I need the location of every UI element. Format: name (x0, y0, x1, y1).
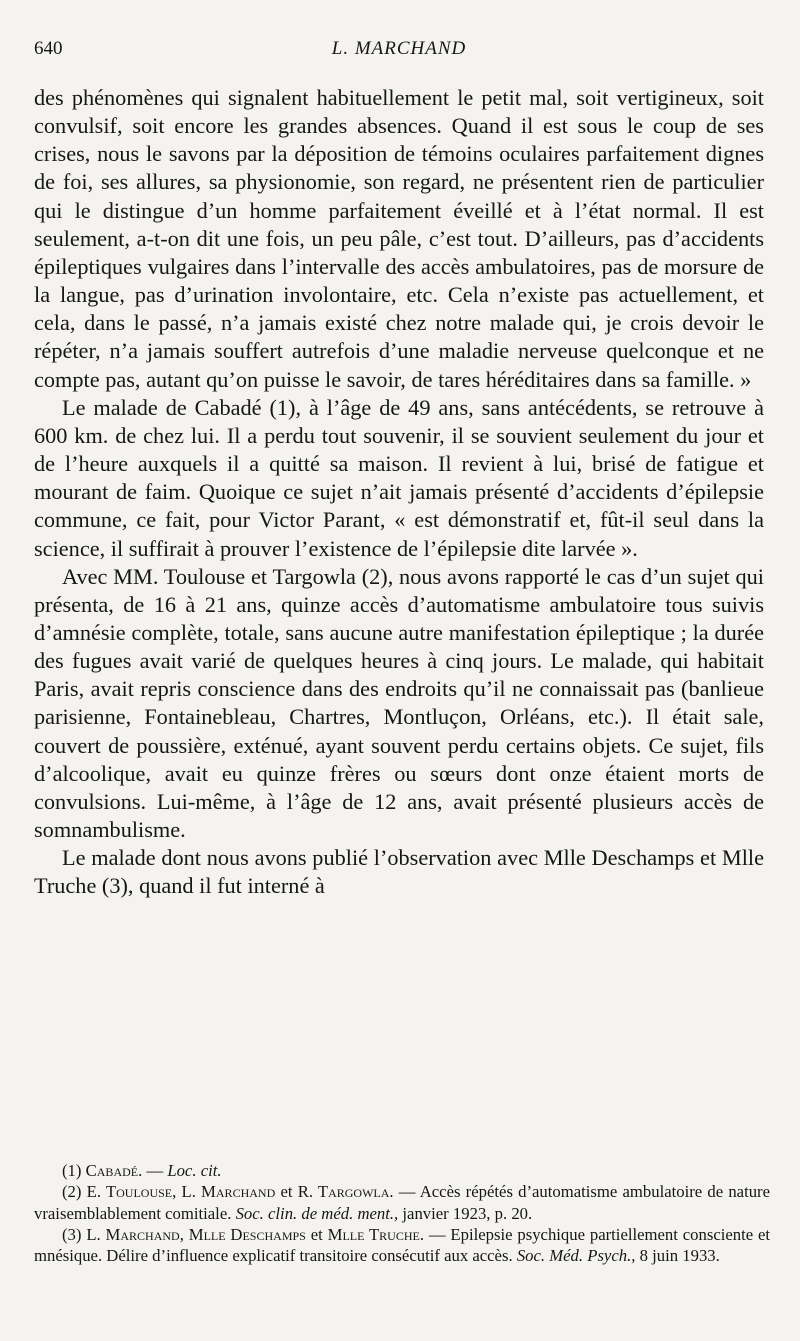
paragraph-cabade-case: Le malade de Cabadé (1), à l’âge de 49 ans, sans antécédents, se retrouve à 600 km. de chez lui. Il a perdu tout souvenir, il se souvient seulement du jour et de l’heure auxquels il a quitté sa maison. Il revient à lui, brisé de fatigue et mourant de faim. Quoique ce sujet n’ait jamais présenté d’accidents d’épilepsie commune, ce fait, pour Victor Parant, « est démonstratif et, fût-il seul dans la science, il suffirait à prouver l’existence de l’épilepsie dite larvée ». (34, 394, 764, 561)
footnote-mark: (2) (62, 1182, 82, 1202)
footnote-mark: (1) (62, 1161, 82, 1180)
footnote-author: E. Toulouse, (86, 1182, 177, 1202)
footnote-2 (34, 1181, 770, 1224)
paragraph-toulouse-targowla-case: Avec MM. Toulouse et Targowla (2), nous avons rapporté le cas d’un sujet qui présenta, de 16 à 21 ans, quinze accès d’automatisme ambulatoire tous suivis d’amnésie complète, totale, sans aucune autre manifestation épileptique ; la durée des fugues avait varié de quelques heures à cinq jours. Le malade, qui habitait Paris, avait repris conscience dans des endroits qu’il ne connaissait pas (banlieue parisienne, Fontainebleau, Chartres, Montluçon, Orléans, etc.). Il était sale, couvert de poussière, exténué, ayant souvent perdu certains objets. Ce sujet, fils d’alcoolique, avait eu quinze frères ou sœurs dont onze étaient morts de convulsions. Lui-même, à l’âge de 12 ans, avait présenté plusieurs accès de somnambulisme. (34, 563, 764, 843)
running-title: L. MARCHAND (331, 38, 467, 59)
paragraph-deschamps-truche-case: Le malade dont nous avons publié l’observation avec Mlle Deschamps et Mlle Truche (3), quand il fut interné à (34, 845, 764, 899)
footnote-title: — Epilepsie psychique partiellement consciente et mnésique. Délire d’influence explicatif transitoire consécutif aux accès. (34, 1224, 771, 1266)
main-text (34, 84, 764, 901)
footnote-title: — Accès répétés d’automatisme ambulatoire de nature vraisemblablement comitiale. (34, 1182, 771, 1223)
footnotes (34, 1160, 770, 1266)
footnote-conjunction: et (310, 1224, 323, 1244)
footnote-author: L. Marchand, (86, 1224, 184, 1244)
footnote-author: L. Marchand (181, 1182, 276, 1202)
footnote-author: Cabadé. (85, 1161, 143, 1180)
footnote-date: janvier 1923, p. 20. (398, 1203, 533, 1223)
footnote-author: R. Targowla. (297, 1182, 394, 1202)
page-header (34, 36, 764, 62)
footnote-1 (34, 1160, 770, 1181)
footnote-author: Mlle Deschamps (188, 1224, 306, 1244)
footnote-3 (34, 1224, 770, 1267)
page-number: 640 (34, 38, 63, 59)
paragraph-quote-continuation: des phénomènes qui signalent habituellement le petit mal, soit vertigineux, soit convulsif, soit encore les grandes absences. Quand il est sous le coup de ses crises, nous le savons par la déposition de témoins oculaires parfaitement dignes de foi, ses allures, sa physionomie, son regard, ne présentent rien de particulier qui le distingue d’un homme parfaitement éveillé et à l’état normal. Il est seulement, a-t-on dit une fois, un peu pâle, c’est tout. D’ailleurs, pas d’accidents épileptiques vulgaires dans l’intervalle des accès ambulatoires, pas de morsure de la langue, pas d’urination involontaire, etc. Cela n’existe pas actuellement, et cela, dans le passé, n’a jamais existé chez notre malade qui, je crois devoir le répéter, n’a jamais souffert autrefois d’une maladie nerveuse quelconque et ne compte pas, autant qu’on puisse le savoir, de tares héréditaires dans sa famille. » (34, 85, 764, 392)
footnote-journal: Soc. Méd. Psych., (516, 1246, 636, 1266)
footnote-author: Mlle Truche. (327, 1224, 425, 1244)
footnote-reference: Loc. cit. (167, 1161, 222, 1180)
footnote-separator: — (142, 1161, 168, 1180)
footnote-journal: Soc. clin. de méd. ment., (235, 1203, 399, 1223)
footnote-mark: (3) (62, 1224, 82, 1244)
footnote-conjunction: et (280, 1182, 293, 1202)
footnote-date: 8 juin 1933. (635, 1246, 720, 1266)
